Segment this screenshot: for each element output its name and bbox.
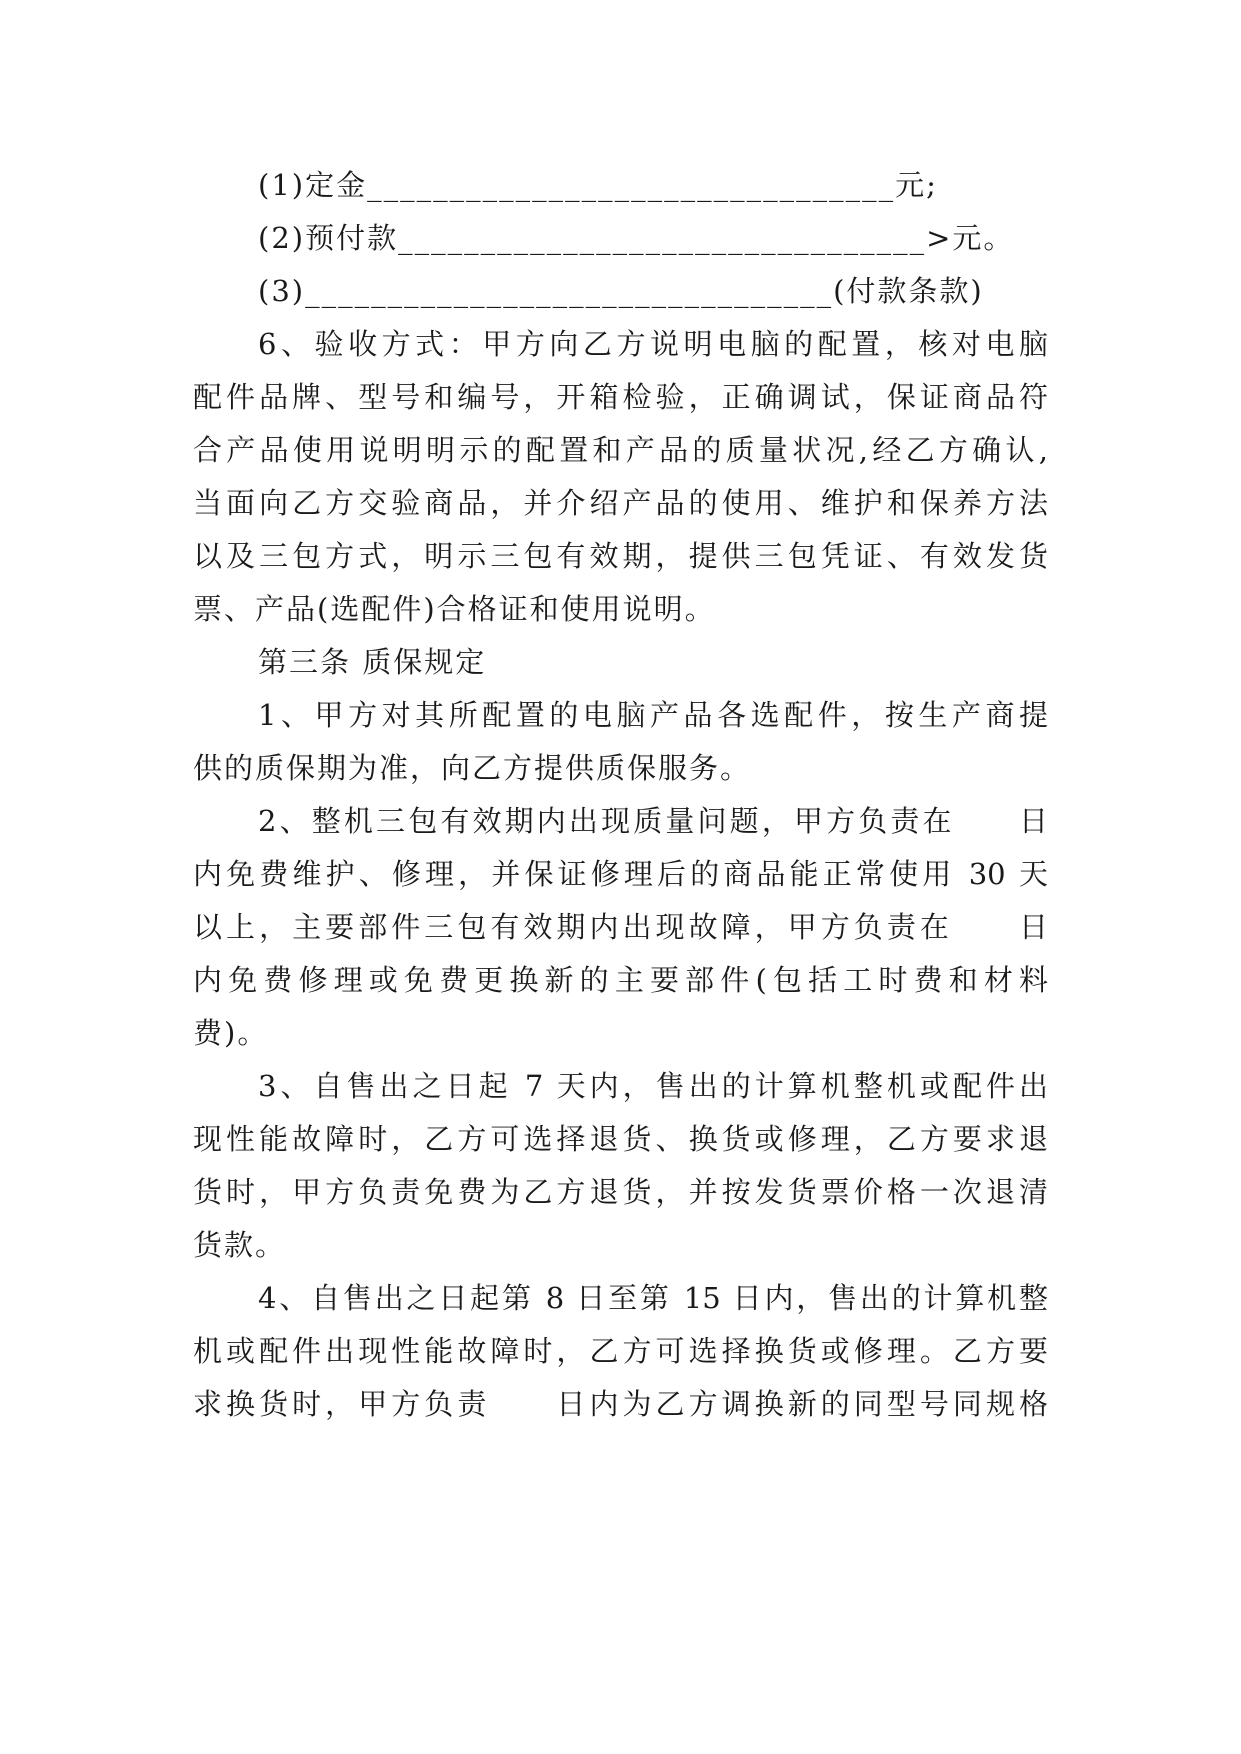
paragraph-line: 当面向乙方交验商品，并介绍产品的使用、维护和保养方法 [193, 486, 1048, 520]
paragraph-line: 费)。 [193, 1016, 269, 1050]
paragraph-line: 内免费维护、修理，并保证修理后的商品能正常使用 30 天 [193, 857, 1048, 891]
paragraph-line: 货时，甲方负责免费为乙方退货，并按发货票价格一次退清 [193, 1175, 1048, 1209]
paragraph-line: 1、甲方对其所配置的电脑产品各选配件，按生产商提 [258, 698, 1048, 732]
paragraph-line: 求换货时，甲方负责 日内为乙方调换新的同型号同规格 [193, 1387, 1048, 1421]
paragraph-line: 4、自售出之日起第 8 日至第 15 日内，售出的计算机整 [258, 1281, 1048, 1315]
paragraph-line: 票、产品(选配件)合格证和使用说明。 [193, 592, 716, 626]
paragraph-line: 货款。 [193, 1228, 287, 1262]
paragraph-line: 以及三包方式，明示三包有效期，提供三包凭证、有效发货 [193, 539, 1048, 573]
paragraph-line: 机或配件出现性能故障时，乙方可选择换货或修理。乙方要 [193, 1334, 1048, 1368]
paragraph-line: 3、自售出之日起 7 天内，售出的计算机整机或配件出 [258, 1069, 1048, 1103]
paragraph-line: 以上，主要部件三包有效期内出现故障，甲方负责在 日 [193, 910, 1048, 944]
paragraph-line: 6、验收方式：甲方向乙方说明电脑的配置，核对电脑 [258, 327, 1048, 361]
paragraph-line: 2、整机三包有效期内出现质量问题，甲方负责在 日 [258, 804, 1048, 838]
paragraph-line: 配件品牌、型号和编号，开箱检验，正确调试，保证商品符 [193, 380, 1048, 414]
paragraph-line: 内免费修理或免费更换新的主要部件(包括工时费和材料 [193, 963, 1048, 997]
paragraph-line: 供的质保期为准，向乙方提供质保服务。 [193, 751, 752, 785]
payment-item-deposit: (1)定金________________________________元; [258, 168, 938, 202]
payment-item-prepayment: (2)预付款________________________________>元。 [258, 221, 1015, 255]
paragraph-line: 合产品使用说明明示的配置和产品的质量状况,经乙方确认, [193, 433, 1048, 467]
paragraph-line: 现性能故障时，乙方可选择退货、换货或修理，乙方要求退 [193, 1122, 1048, 1156]
section-heading: 第三条 质保规定 [258, 645, 487, 679]
payment-item-terms: (3)________________________________(付款条款) [258, 274, 984, 308]
